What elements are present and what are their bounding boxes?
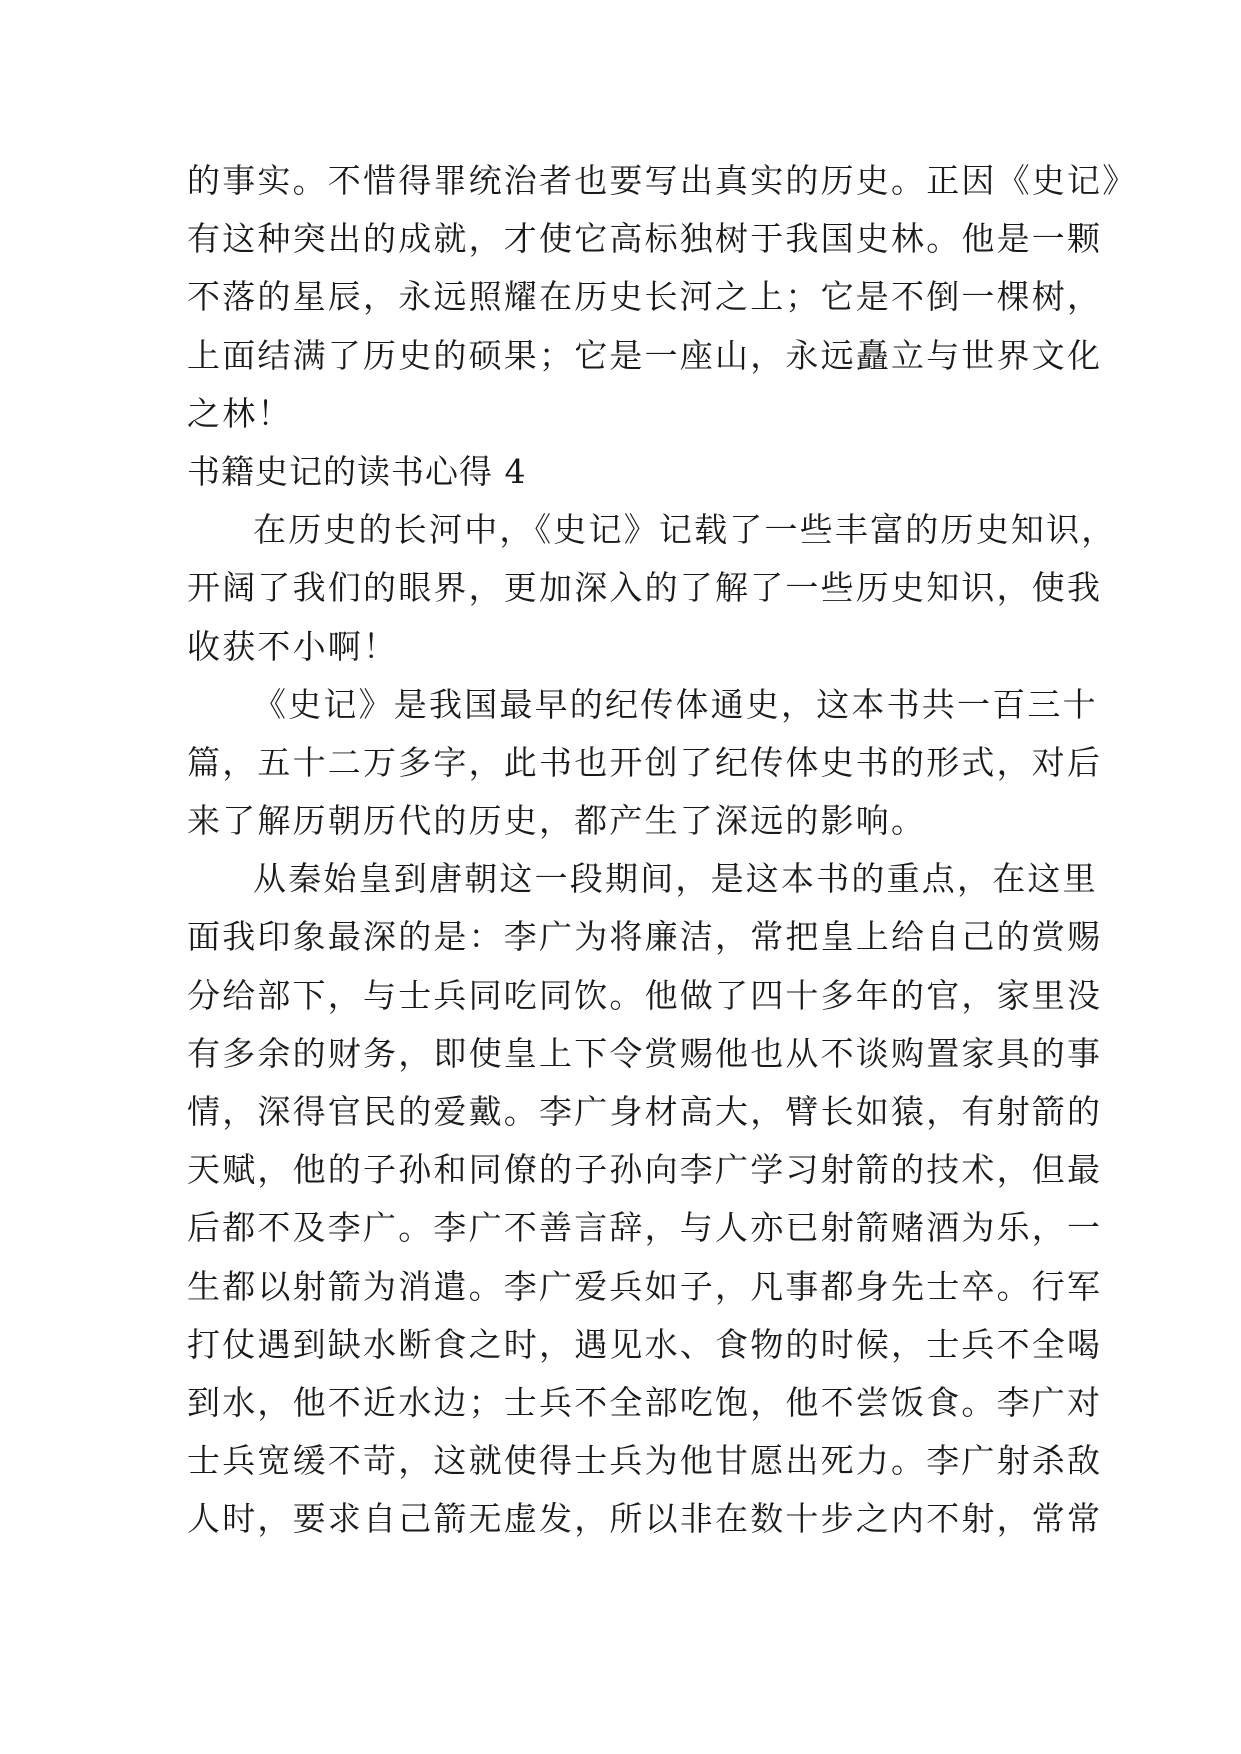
paragraph-3-line: 后都不及李广。李广不善言辞，与人亦已射箭赌酒为乐，一 [187,1208,1103,1248]
paragraph-2-line: 篇，五十二万多字，此书也开创了纪传体史书的形式，对后 [187,742,1103,782]
paragraph-3-line: 分给部下，与士兵同吃同饮。他做了四十多年的官，家里没 [187,975,1103,1015]
paragraph-1-line: 开阔了我们的眼界，更加深入的了解了一些历史知识，使我 [187,568,1103,608]
paragraph-2-line: 《史记》是我国最早的纪传体通史，这本书共一百三十 [253,684,1098,724]
paragraph-3-line: 打仗遇到缺水断食之时，遇见水、食物的时候，士兵不全喝 [187,1324,1103,1364]
paragraph-3-line: 天赋，他的子孙和同僚的子孙向李广学习射箭的技术，但最 [187,1150,1103,1190]
paragraph-3-line: 面我印象最深的是：李广为将廉洁，常把皇上给自己的赏赐 [187,917,1103,957]
text-line: 上面结满了历史的硕果；它是一座山，永远矗立与世界文化 [187,335,1103,375]
text-line: 之林！ [187,393,293,433]
section-title: 书籍史记的读书心得 4 [187,451,527,491]
text-line: 有这种突出的成就，才使它高标独树于我国史林。他是一颗 [187,219,1103,259]
paragraph-3-line: 有多余的财务，即使皇上下令赏赐他也从不谈购置家具的事 [187,1033,1103,1073]
paragraph-3-line: 士兵宽缓不苛，这就使得士兵为他甘愿出死力。李广射杀敌 [187,1441,1103,1481]
paragraph-3-line: 情，深得官民的爱戴。李广身材高大，臂长如猿，有射箭的 [187,1092,1103,1131]
paragraph-1-line: 收获不小啊！ [187,626,399,666]
text-line: 的事实。不惜得罪统治者也要写出真实的历史。正因《史记》 [187,161,1138,200]
paragraph-3-line: 人时，要求自己箭无虚发，所以非在数十步之内不射，常常 [187,1499,1103,1539]
paragraph-3-line: 生都以射箭为消遣。李广爱兵如子，凡事都身先士卒。行军 [187,1266,1103,1306]
paragraph-2-line: 来了解历朝历代的历史，都产生了深远的影响。 [187,801,927,841]
paragraph-1-line: 在历史的长河中，《史记》记载了一些丰富的历史知识， [253,510,1117,550]
document-body [187,152,1138,1549]
paragraph-3-line: 到水，他不近水边；士兵不全部吃饱，他不尝饭食。李广对 [187,1382,1103,1422]
text-line: 不落的星辰，永远照耀在历史长河之上；它是不倒一棵树， [187,277,1103,317]
paragraph-3-line: 从秦始皇到唐朝这一段期间，是这本书的重点，在这里 [253,859,1098,899]
